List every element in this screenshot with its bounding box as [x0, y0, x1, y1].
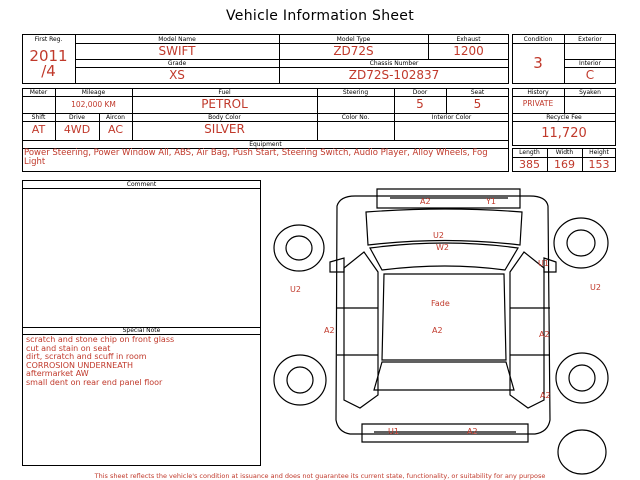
body-color-value: SILVER [204, 122, 245, 136]
note-line: CORROSION UNDERNEATH [26, 360, 133, 370]
disclaimer-footer: This sheet reflects the vehicle's condition at issuance and does not guarantee its current state, functionality, or suitability for any purpose [94, 472, 546, 480]
recycle-fee-value: 11,720 [541, 126, 587, 141]
mark-left-door: A2 [324, 326, 335, 335]
fuel-label: Fuel [218, 89, 231, 96]
history-label: History [527, 89, 549, 96]
meter-label: Meter [29, 89, 48, 96]
color-no-label: Color No. [341, 114, 370, 121]
condition-label: Condition [523, 36, 553, 43]
mark-front-left: A2 [420, 197, 431, 206]
condition-grade: 3 [533, 54, 543, 72]
shift-value: AT [31, 123, 46, 136]
aircon-value: AC [107, 123, 123, 136]
mark-rear-bumper-right: A2 [467, 427, 478, 436]
exhaust-value: 1200 [453, 44, 484, 58]
grade-label: Grade [167, 60, 187, 67]
mark-hood: U2 [433, 231, 444, 240]
model-name: SWIFT [158, 44, 196, 58]
chassis-number: ZD72S-102837 [348, 68, 440, 82]
width-value: 169 [554, 158, 575, 171]
hood-outline [366, 209, 522, 245]
height-label: Height [589, 149, 609, 156]
mark-center: A2 [432, 326, 443, 335]
syaken-label: Syaken [579, 89, 601, 96]
interior-color-label: Interior Color [431, 114, 472, 121]
note-line: aftermarket AW [26, 369, 89, 379]
mark-right-side: U2 [590, 283, 601, 292]
comment-label: Comment [126, 181, 157, 188]
seat-count: 5 [473, 97, 482, 111]
mark-windshield: W2 [436, 243, 449, 252]
drive-value: 4WD [63, 123, 91, 136]
mark-right-front-fender: U1 [538, 259, 549, 268]
note-line: scratch and stone chip on front glass [26, 335, 175, 344]
rear-left-wheel [274, 355, 326, 405]
model-type-label: Model Type [336, 36, 371, 43]
chassis-label: Chassis Number [369, 60, 419, 67]
rear-right-wheel [556, 353, 608, 403]
mileage-value: 102,000 KM [71, 100, 116, 109]
note-line: small dent on rear end panel floor [26, 377, 163, 387]
drive-label: Drive [69, 114, 85, 121]
fuel-value: PETROL [201, 97, 248, 111]
first-reg-label: First Reg. [34, 36, 63, 43]
shift-label: Shift [31, 114, 46, 121]
length-value: 385 [519, 158, 540, 171]
exhaust-label: Exhaust [456, 36, 481, 43]
door-label: Door [412, 89, 428, 96]
height-value: 153 [588, 158, 610, 171]
aircon-label: Aircon [106, 114, 125, 121]
sheet-title: Vehicle Information Sheet [226, 8, 414, 24]
note-line: cut and stain on seat [26, 343, 111, 353]
interior-grade: C [585, 68, 595, 82]
steering-label: Steering [342, 89, 369, 96]
equipment-label: Equipment [249, 141, 282, 148]
left-side-outline [344, 252, 378, 408]
special-note-label: Special Note [122, 327, 161, 334]
front-left-wheel [274, 225, 324, 271]
history-value: PRIVATE [522, 99, 554, 108]
mark-right-door: A2 [539, 330, 550, 339]
exterior-label: Exterior [578, 36, 602, 43]
grade-value: XS [169, 68, 185, 82]
spare-wheel [558, 430, 606, 474]
door-count: 5 [416, 97, 424, 111]
model-name-label: Model Name [158, 36, 196, 43]
mileage-label: Mileage [81, 89, 106, 96]
mark-rear-bumper-left: U1 [388, 427, 399, 436]
interior-label: Interior [579, 60, 601, 67]
mark-front-right: Y1 [486, 197, 496, 206]
mark-rear-right: A2 [540, 391, 551, 400]
mark-left-side: U2 [290, 285, 301, 294]
seat-label: Seat [470, 89, 485, 96]
mark-roof: Fade [431, 299, 450, 308]
body-color-label: Body Color [208, 114, 241, 121]
length-label: Length [519, 149, 540, 156]
rear-bumper-outline [362, 424, 528, 442]
first-reg-year: 2011 [29, 47, 68, 65]
note-line: dirt, scratch and scuff in room [26, 352, 147, 362]
model-type: ZD72S [333, 44, 374, 58]
equipment-list: Power Steering, Power Window All, ABS, Air Bag, Push Start, Steering Switch, Audio Player, Alloy Wheels, Fog Light [24, 148, 488, 167]
rear-window-outline [374, 362, 514, 390]
recycle-fee-label: Recycle Fee [546, 114, 582, 121]
roof-outline [382, 274, 506, 360]
first-reg-month: /4 [41, 62, 56, 80]
width-label: Width [555, 149, 574, 156]
front-right-wheel [554, 218, 608, 268]
